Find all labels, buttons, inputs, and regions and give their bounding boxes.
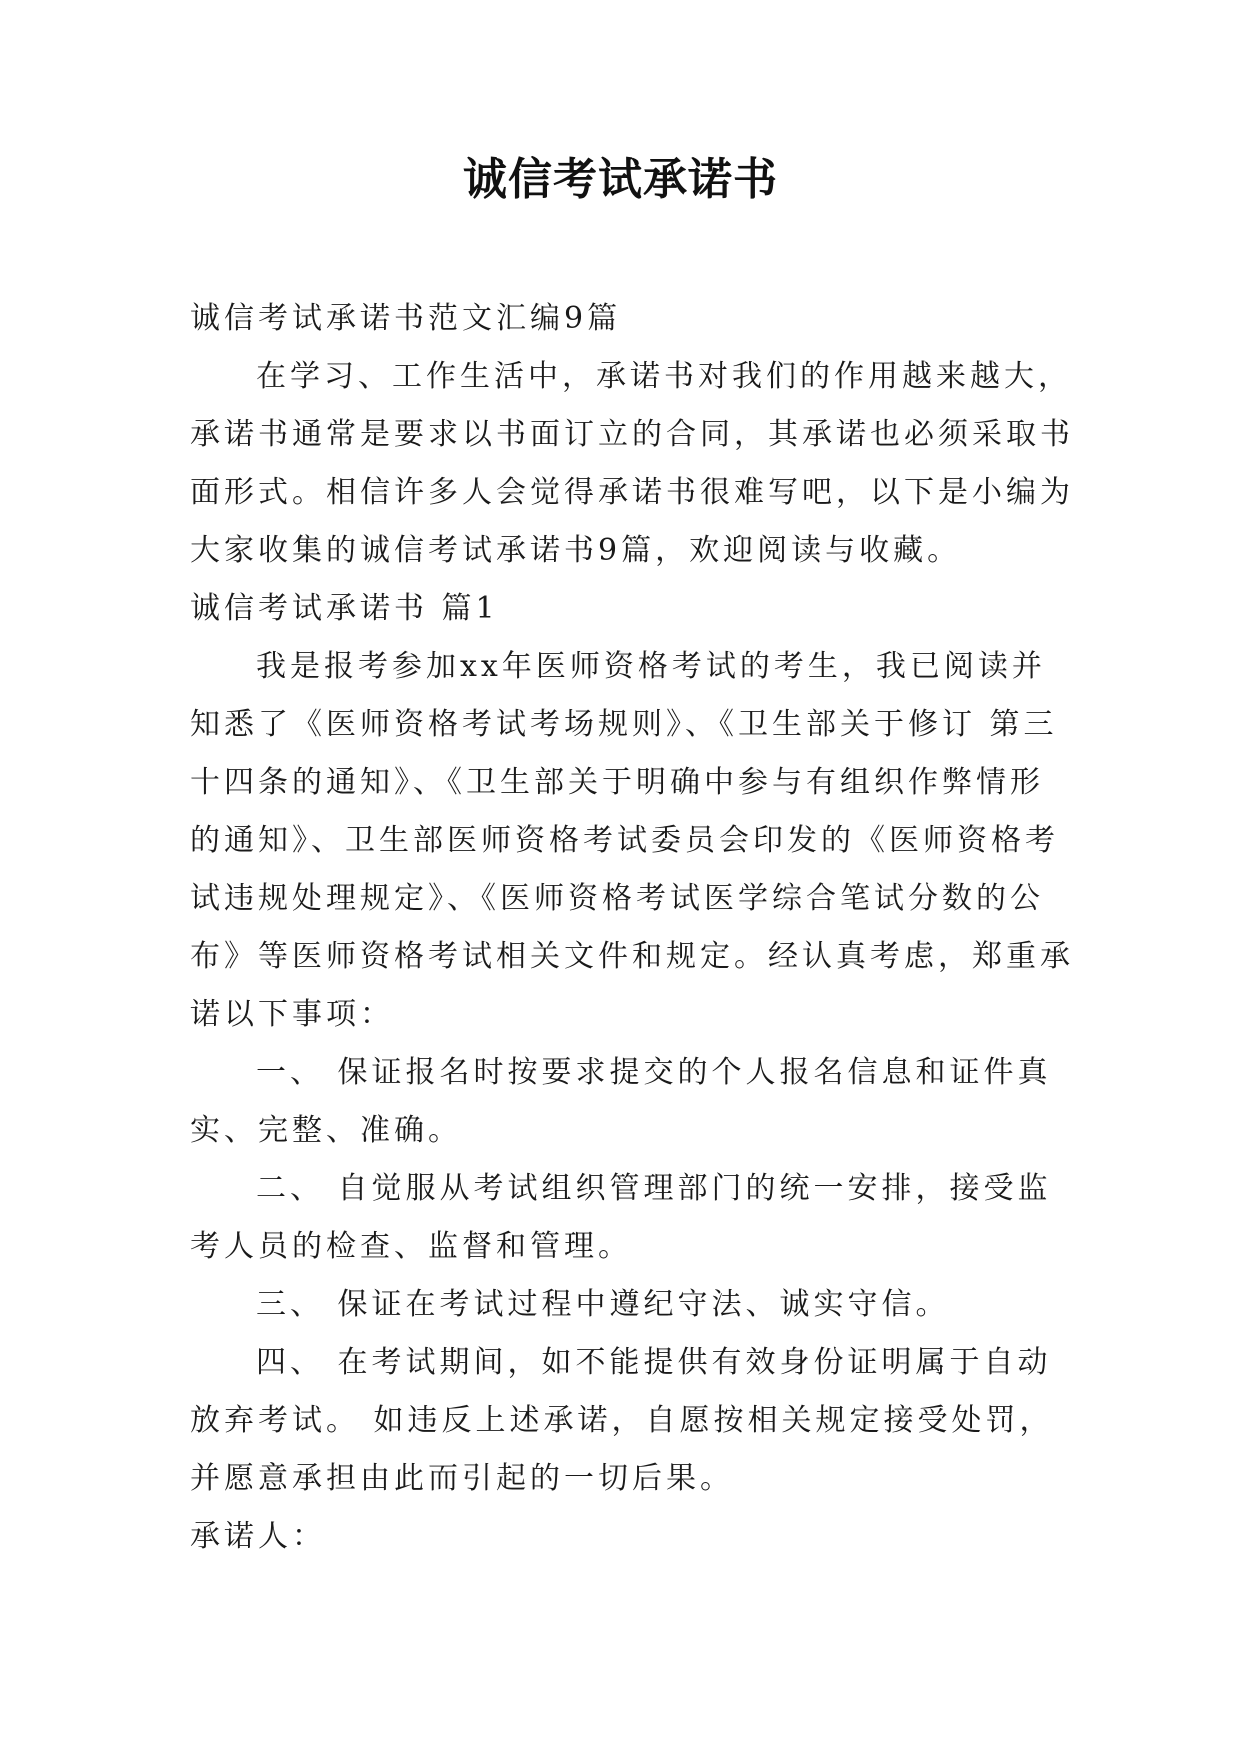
paragraph-line: 知悉了《医师资格考试考场规则》、《卫生部关于修订 第三 <box>190 707 1058 742</box>
pledge-item-3: 三、 保证在考试过程中遵纪守法、诚实守信。 <box>256 1287 950 1322</box>
pledge-item-1-cont: 实、完整、准确。 <box>190 1113 462 1148</box>
paragraph-line: 我是报考参加xx年医师资格考试的考生，我已阅读并 <box>256 649 1046 684</box>
paragraph-line: 诺以下事项： <box>190 997 394 1032</box>
intro-line: 大家收集的诚信考试承诺书9篇，欢迎阅读与收藏。 <box>190 533 962 568</box>
pledge-item-4-cont: 放弃考试。 如违反上述承诺，自愿按相关规定接受处罚， <box>190 1403 1054 1438</box>
document-subtitle: 诚信考试承诺书范文汇编9篇 <box>190 301 622 336</box>
intro-line: 面形式。相信许多人会觉得承诺书很难写吧，以下是小编为 <box>190 475 1074 510</box>
pledge-item-2-cont: 考人员的检查、监督和管理。 <box>190 1229 632 1264</box>
paragraph-line: 的通知》、卫生部医师资格考试委员会印发的《医师资格考 <box>190 823 1059 858</box>
pledge-item-4: 四、 在考试期间，如不能提供有效身份证明属于自动 <box>256 1345 1052 1380</box>
pledge-item-4-cont: 并愿意承担由此而引起的一切后果。 <box>190 1461 734 1496</box>
pledge-item-2: 二、 自觉服从考试组织管理部门的统一安排，接受监 <box>256 1171 1052 1206</box>
paragraph-line: 布》等医师资格考试相关文件和规定。经认真考虑，郑重承 <box>190 939 1074 974</box>
paragraph-line: 十四条的通知》、《卫生部关于明确中参与有组织作弊情形 <box>190 765 1044 800</box>
section-heading: 诚信考试承诺书 篇1 <box>190 591 499 626</box>
document-body <box>190 290 1074 1566</box>
paragraph-line: 试违规处理规定》、《医师资格考试医学综合笔试分数的公 <box>190 881 1044 916</box>
intro-line: 在学习、工作生活中，承诺书对我们的作用越来越大， <box>256 359 1072 394</box>
intro-line: 承诺书通常是要求以书面订立的合同，其承诺也必须采取书 <box>190 417 1074 452</box>
signature-label: 承诺人： <box>190 1519 326 1554</box>
document-title: 诚信考试承诺书 <box>463 154 778 205</box>
pledge-item-1: 一、 保证报名时按要求提交的个人报名信息和证件真 <box>256 1055 1052 1090</box>
